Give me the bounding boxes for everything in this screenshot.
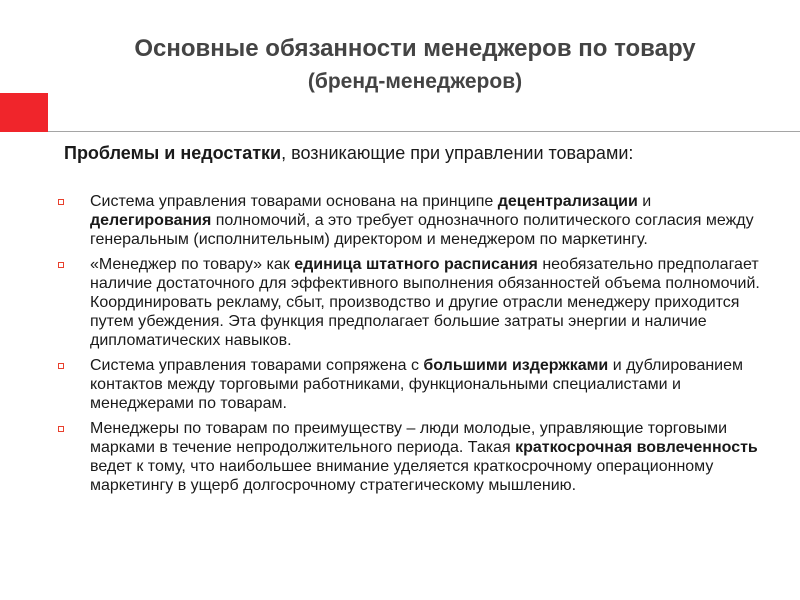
bullet-text: Система управления товарами основана на принципе [90, 193, 498, 210]
slide-subtitle [64, 141, 784, 165]
bullet-marker-icon [58, 262, 64, 268]
bullet-text: ведет к тому, что наибольшее внимание уделяется краткосрочному операционному маркетингу в ущерб долгосрочному стратегическому мышлению. [90, 458, 714, 494]
bullet-item [56, 255, 776, 350]
bullet-text: Менеджеры по товарам по преимуществу – люди молодые, управляющие торговыми марками в течение непродолжительного периода. Такая [90, 420, 728, 456]
bullet-text: «Менеджер по товару» как [90, 256, 295, 273]
bullet-bold-text: большими издержками [423, 357, 609, 374]
slide-title [60, 32, 770, 98]
accent-block [0, 93, 48, 132]
bullet-list [56, 192, 776, 501]
bullet-bold-text: децентрализации [497, 193, 638, 210]
bullet-marker-icon [58, 426, 64, 432]
title-line-2: (бренд-менеджеров) [307, 70, 523, 93]
bullet-text: полномочий, а это требует однозначного политического согласия между генеральным (исполнительным) директором и менеджером по маркетингу. [90, 212, 754, 248]
bullet-item [56, 419, 776, 495]
bullet-text: необязательно предполагает наличие достаточного для эффективного выполнения обязанностей объема полномочий. Координировать рекламу, сбыт, производство и другие отрасли менеджеру приходится путем убеждения. Эта функция предполагает большие затраты энергии и наличие дипломатических навыков. [90, 256, 760, 349]
bullet-text: и [637, 193, 652, 210]
bullet-marker-icon [58, 363, 64, 369]
bullet-item [56, 356, 776, 413]
bullet-text: Система управления товарами сопряжена с [90, 357, 424, 374]
bullet-bold-text: единица штатного расписания [294, 256, 538, 273]
bullet-bold-text: делегирования [90, 212, 212, 229]
subtitle-rest: , возникающие при управлении товарами: [281, 143, 634, 163]
title-line-1: Основные обязанности менеджеров по товару [134, 35, 696, 62]
bullet-item [56, 192, 776, 249]
bullet-marker-icon [58, 199, 64, 205]
bullet-text: и дублированием контактов между торговыми работниками, функциональными специалистами и менеджерами по товарам. [90, 357, 744, 412]
divider-line [48, 131, 800, 132]
bullet-bold-text: краткосрочная вовлеченность [515, 439, 758, 456]
subtitle-bold: Проблемы и недостатки [64, 143, 282, 163]
